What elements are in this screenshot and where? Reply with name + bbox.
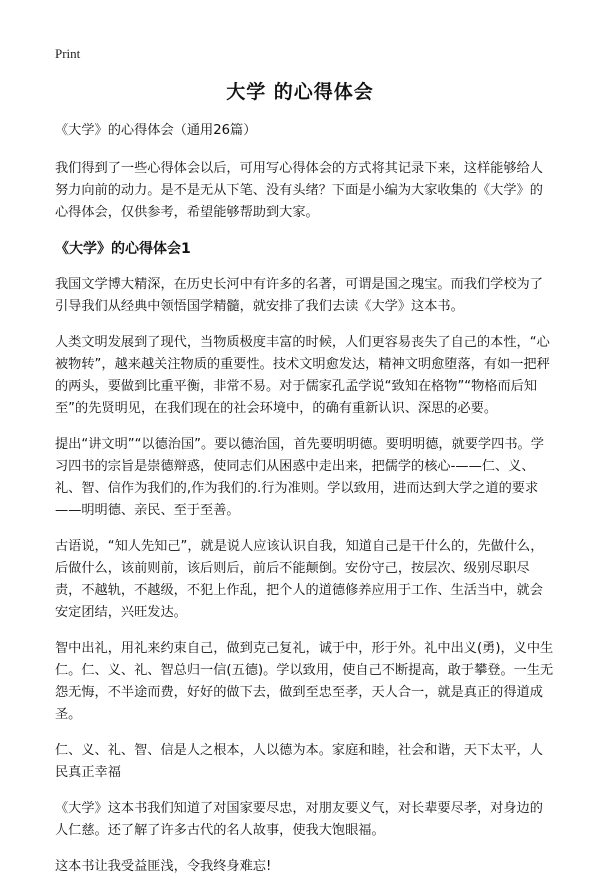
paragraph: 提出“讲文明”“以德治国”。要以德治国，首先要明明德。要明明德，就要学四书。学习四书的宗旨是崇德辩惑，使同志们从困惑中走出来，把儒学的核心-——仁、义、礼、智、信作为我们的,作为我们的.行为准则。学以致用，进而达到大学之道的要求——明明德、亲民、至于至善。 — [55, 437, 544, 518]
paragraph: 仁、义、礼、智、信是人之根本，人以德为本。家庭和睦，社会和谐，天下太平，人民真正幸福 — [55, 743, 543, 780]
page-title: 大学 的心得体会 — [226, 81, 374, 103]
paragraph: 古语说，“知人先知己”，就是说人应该认识自我，知道自己是干什么的，先做什么，后做什么，该前则前，该后则后，前后不能颠倒。安份守己，按层次、级别尽职尽责，不越轨，不越级，不犯上作乱，把个人的道德修养应用于工作、生活当中，就会安定团结，兴旺发达。 — [55, 539, 544, 620]
paragraph: 《大学》这本书我们知道了对国家要尽忠，对朋友要义气，对长辈要尽孝，对身边的人仁慈。还了解了许多古代的名人故事，使我大饱眼福。 — [55, 801, 543, 838]
section-heading: 《大学》的心得体会1 — [55, 241, 191, 257]
print-link[interactable]: Print — [55, 46, 81, 61]
paragraph: 人类文明发展到了现代，当物质极度丰富的时候，人们更容易丧失了自己的本性，“心被物转”，越来越关注物质的重要性。技术文明愈发达，精神文明愈堕落，有如一把秤的两头，要做到比重平衡，非常不易。对于儒家孔孟学说“致知在格物”“物格而后知至”的先贤明见，在我们现在的社会环境中，的确有重新认识、深思的必要。 — [55, 335, 550, 416]
paragraph: 我国文学博大精深，在历史长河中有许多的名著，可谓是国之瑰宝。而我们学校为了引导我们从经典中领悟国学精髓，就安排了我们去读《大学》这本书。 — [55, 277, 543, 314]
article-body — [55, 120, 555, 892]
intro-paragraph: 我们得到了一些心得体会以后，可用写心得体会的方式将其记录下来，这样能够给人努力向前的动力。是不是无从下笔、没有头绪？下面是小编为大家收集的《大学》的心得体会，仅供参考，希望能够帮助到大家。 — [55, 161, 543, 220]
subtitle: 《大学》的心得体会（通用26篇） — [55, 123, 257, 138]
paragraph: 这本书让我受益匪浅，令我终身难忘! — [55, 859, 272, 874]
paragraph: 智中出礼，用礼来约束自己，做到克己复礼，诚于中，形于外。礼中出义(勇)，义中生仁。仁、义、礼、智总归一信(五德)。学以致用，使自己不断提高，敢于攀登。一生无怨无悔，不半途而费，好好的做下去，做到至忠至孝，天人合一，就是真正的得道成圣。 — [55, 641, 554, 722]
